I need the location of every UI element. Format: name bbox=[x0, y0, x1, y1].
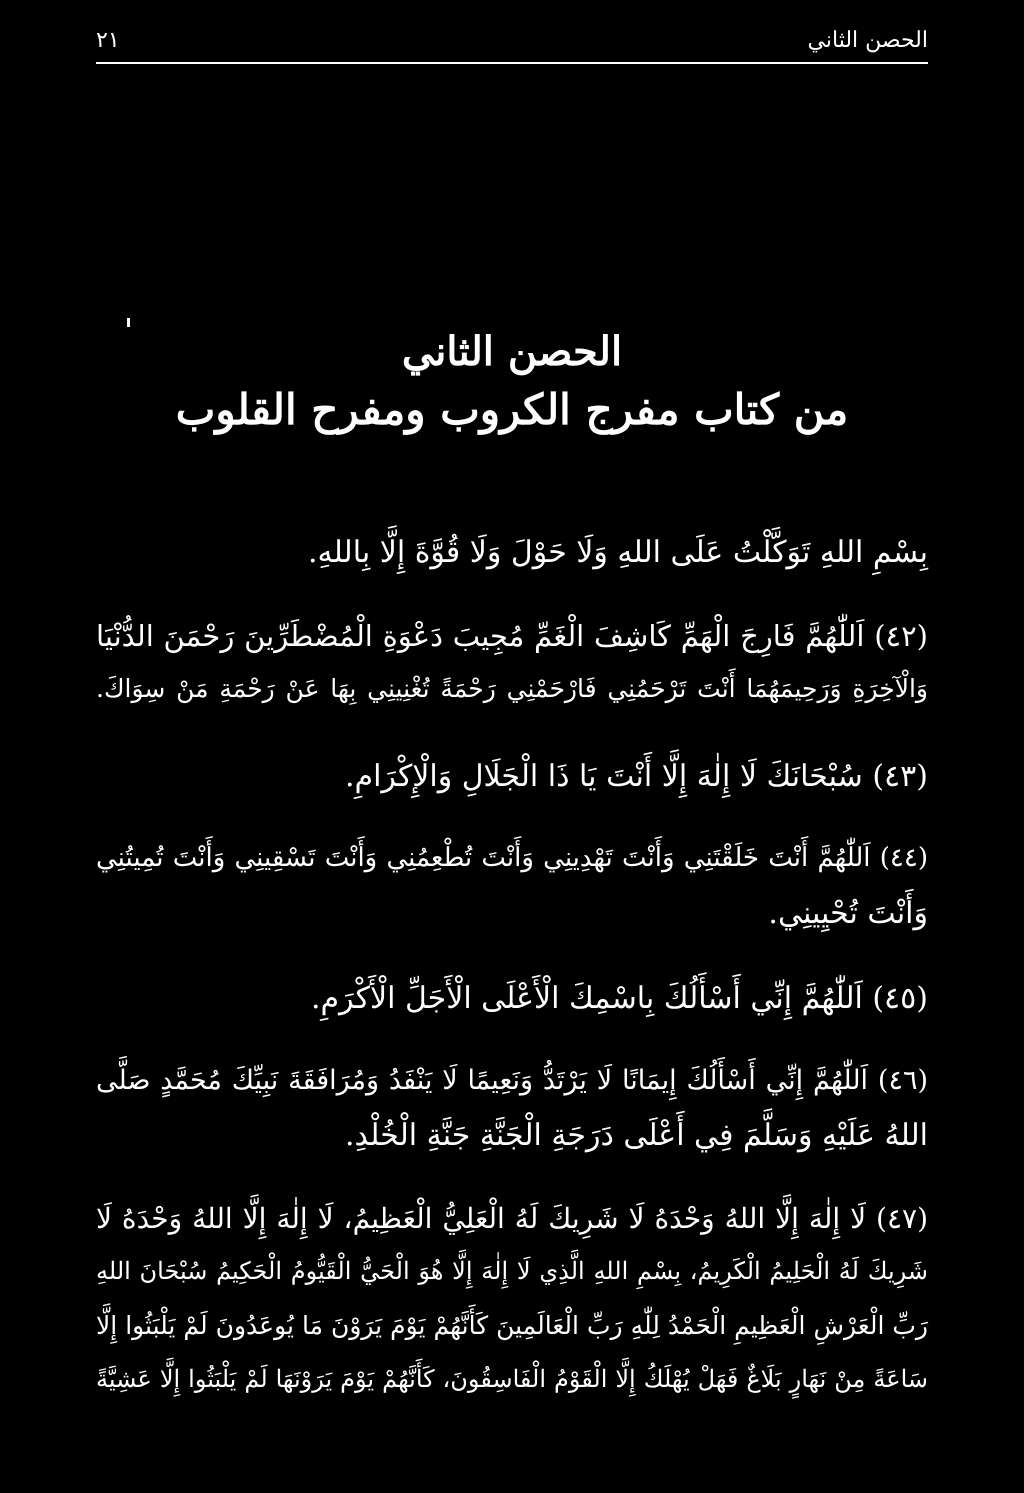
prayer-44-line-2: وَأَنْتَ تُحْيِينِي. bbox=[768, 896, 928, 931]
header-rule bbox=[96, 62, 928, 64]
prayer-47-line-2: شَرِيكَ لَهُ الْحَلِيمُ الْكَرِيمُ، بِسْمِ اللهِ الَّذِي لَا إِلٰهَ إِلَّا هُوَ الْحَيُّ الْقَيُّومُ الْحَكِيمُ سُبْحَانَ اللهِ bbox=[96, 1257, 929, 1285]
page-header bbox=[96, 20, 928, 64]
chapter-title: الحصن الثاني bbox=[401, 328, 623, 375]
chapter-subtitle: من كتاب مفرج الكروب ومفرح القلوب bbox=[175, 385, 849, 434]
prayer-45-line-1: (٤٥) اَللّٰهُمَّ إِنِّي أَسْأَلُكَ بِاسْمِكَ الْأَعْلَى الْأَجَلِّ الْأَكْرَمِ. bbox=[311, 981, 928, 1016]
basmala-line: بِسْمِ اللهِ تَوَكَّلْتُ عَلَى اللهِ وَلَا حَوْلَ وَلَا قُوَّةَ إِلَّا بِاللهِ. bbox=[308, 535, 928, 570]
prayer-42-line-1: (٤٢) اَللّٰهُمَّ فَارِجَ الْهَمِّ كَاشِفَ الْغَمِّ مُجِيبَ دَعْوَةِ الْمُضْطَرِّينَ رَحْمَنَ الدُّنْيَا bbox=[96, 619, 928, 653]
prayer-46-line-2: اللهُ عَلَيْهِ وَسَلَّمَ فِي أَعْلَى دَرَجَةِ الْجَنَّةِ جَنَّةِ الْخُلْدِ. bbox=[345, 1118, 928, 1153]
page-number: ٢١ bbox=[96, 28, 120, 53]
running-head: الحصن الثاني bbox=[807, 28, 928, 53]
prayer-46-line-1: (٤٦) اَللّٰهُمَّ إِنِّي أَسْأَلُكَ إِيمَانًا لَا يَرْتَدُّ وَنَعِيمًا لَا يَنْفَدُ وَمُرَافَقَةَ نَبِيِّكَ مُحَمَّدٍ صَلَّى bbox=[96, 1065, 928, 1096]
prayer-47-line-4: سَاعَةً مِنْ نَهَارٍ بَلَاغٌ فَهَلْ يُهْلَكُ إِلَّا الْقَوْمُ الْفَاسِقُونَ، كَأَنَّهُمْ يَوْمَ يَرَوْنَهَا لَمْ يَلْبَثُوا إِلَّا عَشِيَّةً bbox=[96, 1365, 928, 1393]
prayer-43-line-1: (٤٣) سُبْحَانَكَ لَا إِلٰهَ إِلَّا أَنْتَ يَا ذَا الْجَلَالِ وَالْإِكْرَامِ. bbox=[344, 759, 928, 794]
prayer-44-line-1: (٤٤) اَللّٰهُمَّ أَنْتَ خَلَقْتَنِي وَأَنْتَ تَهْدِينِي وَأَنْتَ تُطْعِمُنِي وَأَنْتَ تَسْقِينِي وَأَنْتَ تُمِيتُنِي bbox=[96, 843, 928, 873]
stray-mark bbox=[127, 318, 130, 327]
prayer-42-line-2: وَالْآخِرَةِ وَرَحِيمَهُمَا أَنْتَ تَرْحَمُنِي فَارْحَمْنِي رَحْمَةً تُغْنِينِي بِهَا عَنْ رَحْمَةِ مَنْ سِوَاكَ. bbox=[96, 674, 928, 703]
prayer-47-line-1: (٤٧) لَا إِلٰهَ إِلَّا اللهُ وَحْدَهُ لَا شَرِيكَ لَهُ الْعَلِيُّ الْعَظِيمُ، لَا إِلٰهَ إِلَّا اللهُ وَحْدَهُ لَا bbox=[96, 1202, 928, 1235]
prayer-47-line-3: رَبِّ الْعَرْشِ الْعَظِيمِ الْحَمْدُ لِلّٰهِ رَبِّ الْعَالَمِينَ كَأَنَّهُمْ يَوْمَ يَرَوْنَ مَا يُوعَدُونَ لَمْ يَلْبَثُوا إِلَّا bbox=[96, 1311, 928, 1340]
